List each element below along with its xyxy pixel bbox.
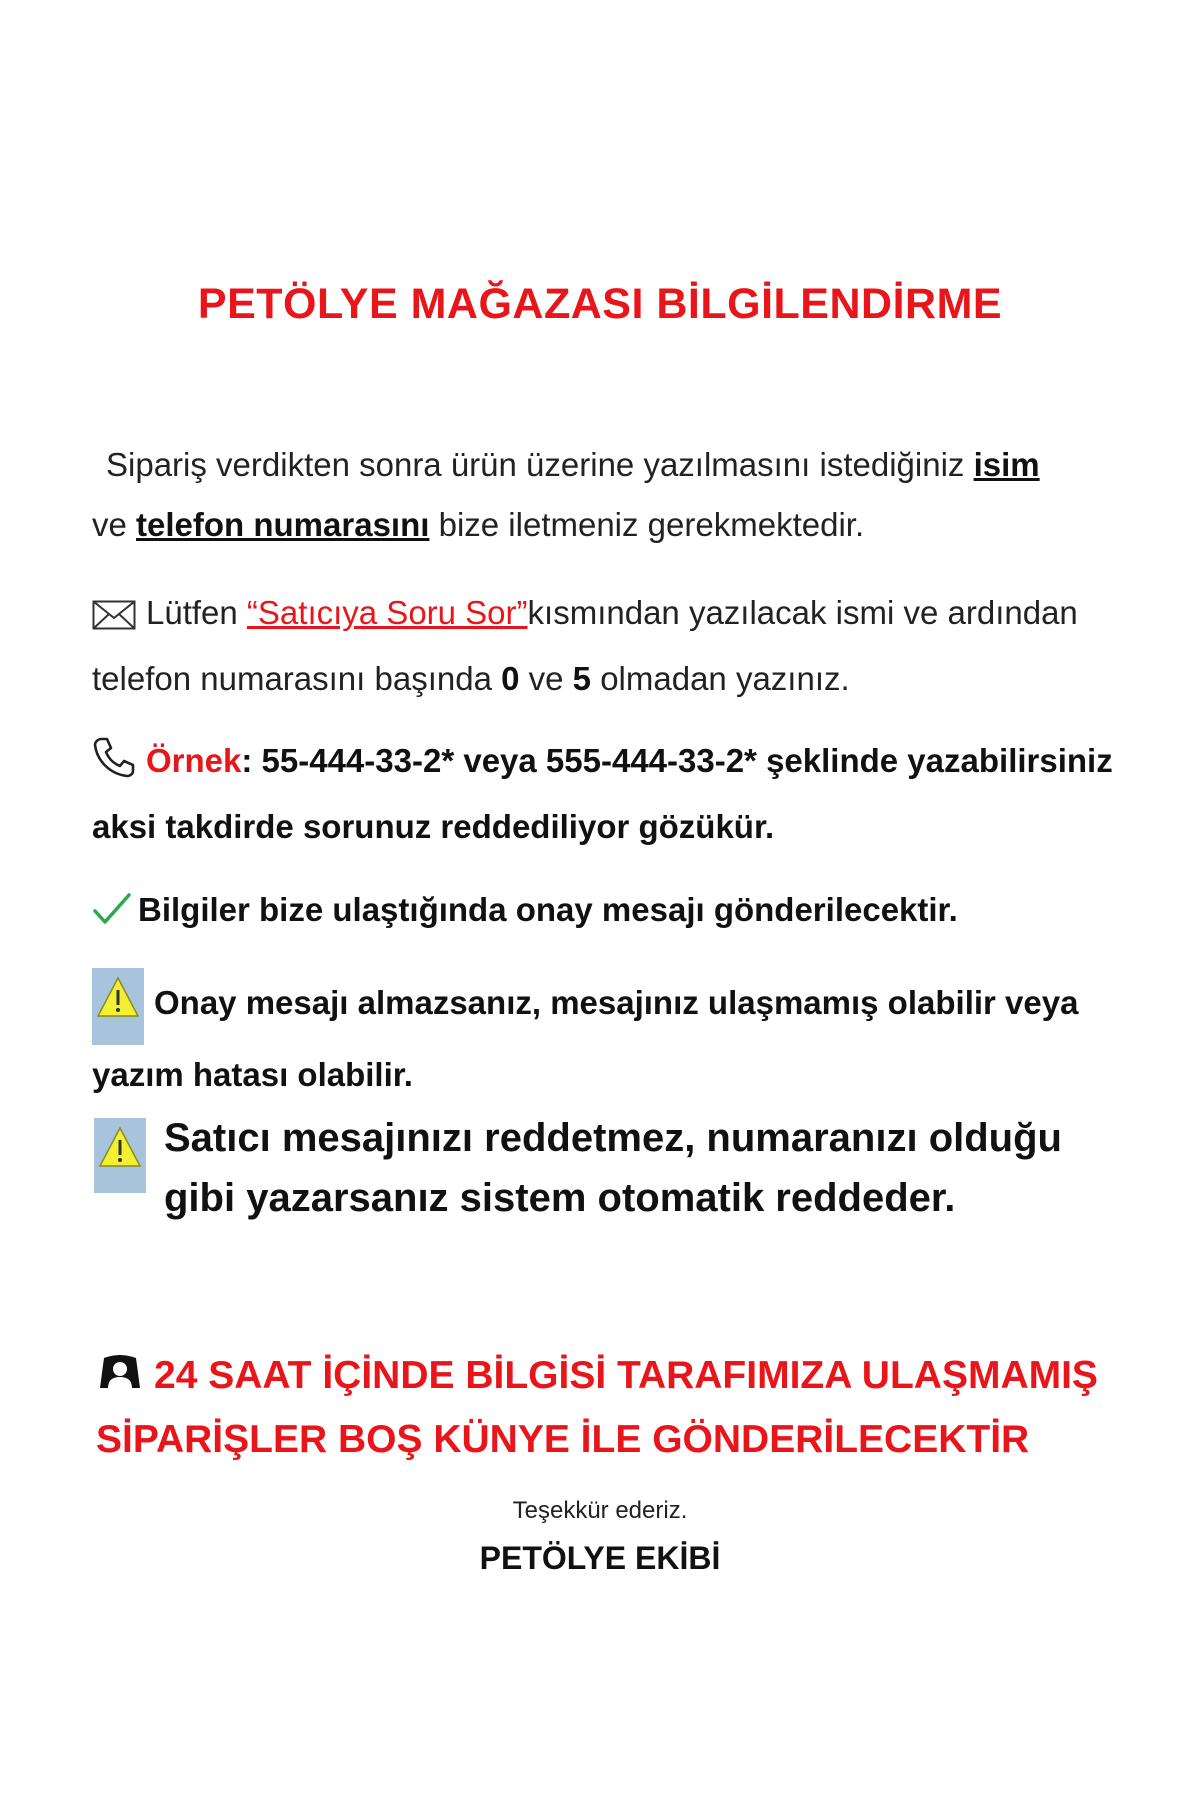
p2-end: olmadan yazınız. — [591, 660, 850, 697]
p2-ve: ve — [519, 660, 573, 697]
phone-icon — [92, 736, 136, 797]
example-label: Örnek — [146, 742, 242, 779]
no-confirmation-warning — [92, 968, 1122, 1105]
deadline-notice — [96, 1346, 1106, 1470]
p1-telefon: telefon numarasını — [136, 506, 430, 543]
p2-zero: 0 — [501, 660, 520, 697]
p2-text: kısmından yazılacak ismi ve ardından telefon numarasını başında — [92, 594, 1078, 697]
confirmation-text: Bilgiler bize ulaştığında onay mesajı gönderilecektir. — [138, 891, 958, 928]
team-signature: PETÖLYE EKİBİ — [479, 1540, 721, 1576]
p2-lutfen: Lütfen — [146, 594, 247, 631]
auto-reject-text: Satıcı mesajınızı reddetmez, numaranızı olduğu gibi yazarsanız sistem otomatik reddeder. — [164, 1116, 1062, 1220]
example-format — [92, 731, 1122, 857]
deadline-line1: 24 SAAT İÇİNDE BİLGİSİ TARAFIMIZA ULAŞMAMIŞ — [154, 1354, 1098, 1397]
name-phone-instruction — [92, 435, 1122, 555]
p1-rest: bize iletmeniz gerekmektedir. — [429, 506, 865, 543]
p1-ve: ve — [92, 506, 137, 543]
example-text: : 55-444-33-2* veya 555-444-33-2* şeklinde yazabilirsiniz aksi takdirde sorunuz reddediliyor gözükür. — [92, 742, 1113, 845]
warning-text: Onay mesajı almazsanız, mesajınız ulaşmamış olabilir veya yazım hatası olabilir. — [92, 984, 1079, 1093]
ask-seller-instruction — [92, 583, 1122, 709]
p2-five: 5 — [572, 660, 592, 697]
checkmark-icon — [92, 886, 132, 946]
page-title: PETÖLYE MAĞAZASI BİLGİLENDİRME — [197, 280, 1003, 328]
person-icon — [96, 1350, 144, 1410]
confirmation-note — [92, 880, 1122, 946]
p1-text: Sipariş verdikten sonra ürün üzerine yazılmasını istediğiniz — [106, 446, 974, 483]
ask-seller-link[interactable]: “Satıcıya Soru Sor” — [246, 594, 528, 631]
deadline-line2: SİPARİŞLER BOŞ KÜNYE İLE GÖNDERİLECEKTİR — [96, 1418, 1030, 1461]
p1-isim: isim — [973, 446, 1040, 483]
warning-icon — [94, 1118, 146, 1193]
thanks-text: Teşekkür ederiz. — [512, 1497, 688, 1524]
envelope-icon — [92, 589, 136, 649]
warning-icon — [92, 968, 144, 1045]
